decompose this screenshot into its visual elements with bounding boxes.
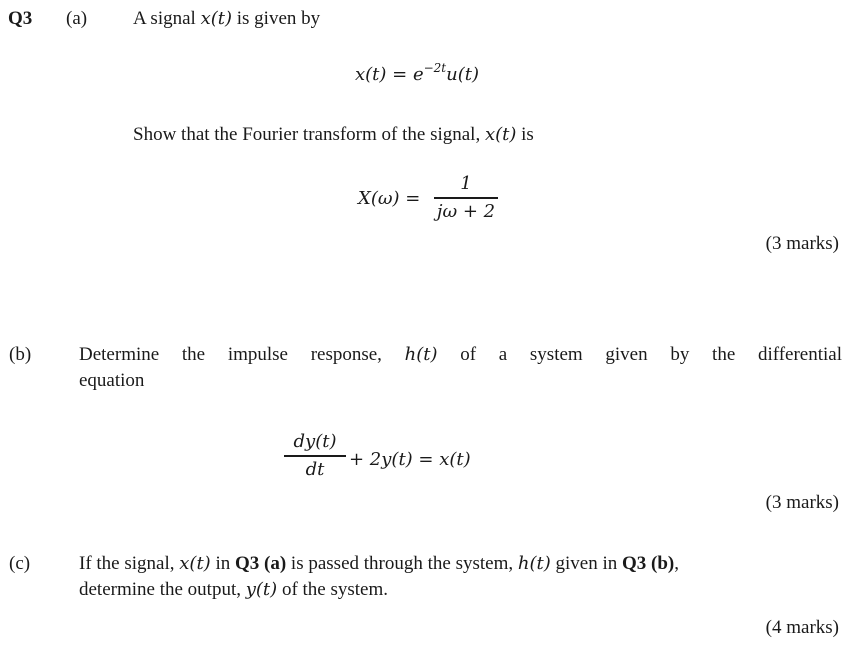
part-c-line2: [79, 579, 388, 601]
part-a-intro-prefix: A signal: [133, 8, 201, 29]
signal-equation: [355, 61, 479, 85]
part-c-label: (c): [9, 553, 31, 574]
fourier-equation-fraction: [434, 172, 498, 224]
derivative-numerator: dy(t): [293, 431, 337, 452]
part-c-l1-var2: h(t): [517, 553, 551, 574]
part-a-show-prefix: Show that the Fourier transform of the signal,: [133, 124, 485, 145]
differential-equation-rest: + 2y(t) = x(t): [349, 449, 471, 470]
part-c-l2-b: of the system.: [277, 579, 389, 600]
question-number: Q3: [8, 8, 33, 29]
part-a-show-suffix: is: [516, 124, 534, 145]
part-c-l1-var1: x(t): [179, 553, 211, 574]
part-b-line1-var: h(t): [404, 344, 438, 365]
signal-equation-exponent: −2t: [423, 61, 447, 75]
part-b-marks: (3 marks): [765, 492, 839, 513]
part-c-line1: [79, 553, 679, 575]
fourier-equation-numerator: 1: [460, 173, 472, 194]
fraction-bar: [434, 197, 498, 199]
signal-equation-lhs: x(t) = e: [355, 64, 424, 85]
part-a-intro: [133, 8, 320, 30]
part-c-marks: (4 marks): [765, 617, 839, 638]
part-c-l1-ref1: Q3 (a): [234, 553, 287, 574]
part-a-show-statement: [133, 124, 534, 146]
part-b-label: (b): [9, 344, 32, 365]
signal-equation-rhs: u(t): [446, 64, 479, 85]
derivative-denominator: dt: [305, 458, 325, 480]
part-c-l1-b: in: [210, 553, 235, 574]
fraction-bar: [284, 455, 346, 457]
fourier-equation-lhs: X(ω) =: [358, 188, 421, 209]
part-b-line1-part2: of a system given by the differential: [460, 344, 843, 365]
part-a-marks: (3 marks): [765, 233, 839, 254]
fourier-equation-denominator: jω + 2: [436, 200, 496, 222]
derivative-fraction: [284, 430, 346, 482]
part-b-line1-part1: Determine the impulse response,: [79, 344, 382, 365]
part-a-label: (a): [66, 8, 88, 29]
part-c-l2-var: y(t): [245, 579, 278, 600]
part-a-show-var: x(t): [484, 124, 517, 145]
part-b-line1: [79, 344, 842, 366]
part-c-l1-d: given in: [550, 553, 622, 574]
part-a-intro-suffix: is given by: [232, 8, 321, 29]
part-a-intro-var: x(t): [200, 8, 232, 29]
part-c-l1-ref2: Q3 (b): [621, 553, 675, 574]
part-c-l1-e: ,: [674, 553, 679, 574]
part-c-l1-a: If the signal,: [79, 553, 180, 574]
part-c-l2-a: determine the output,: [79, 579, 246, 600]
part-b-line2: equation: [79, 370, 145, 391]
part-c-l1-c: is passed through the system,: [286, 553, 518, 574]
